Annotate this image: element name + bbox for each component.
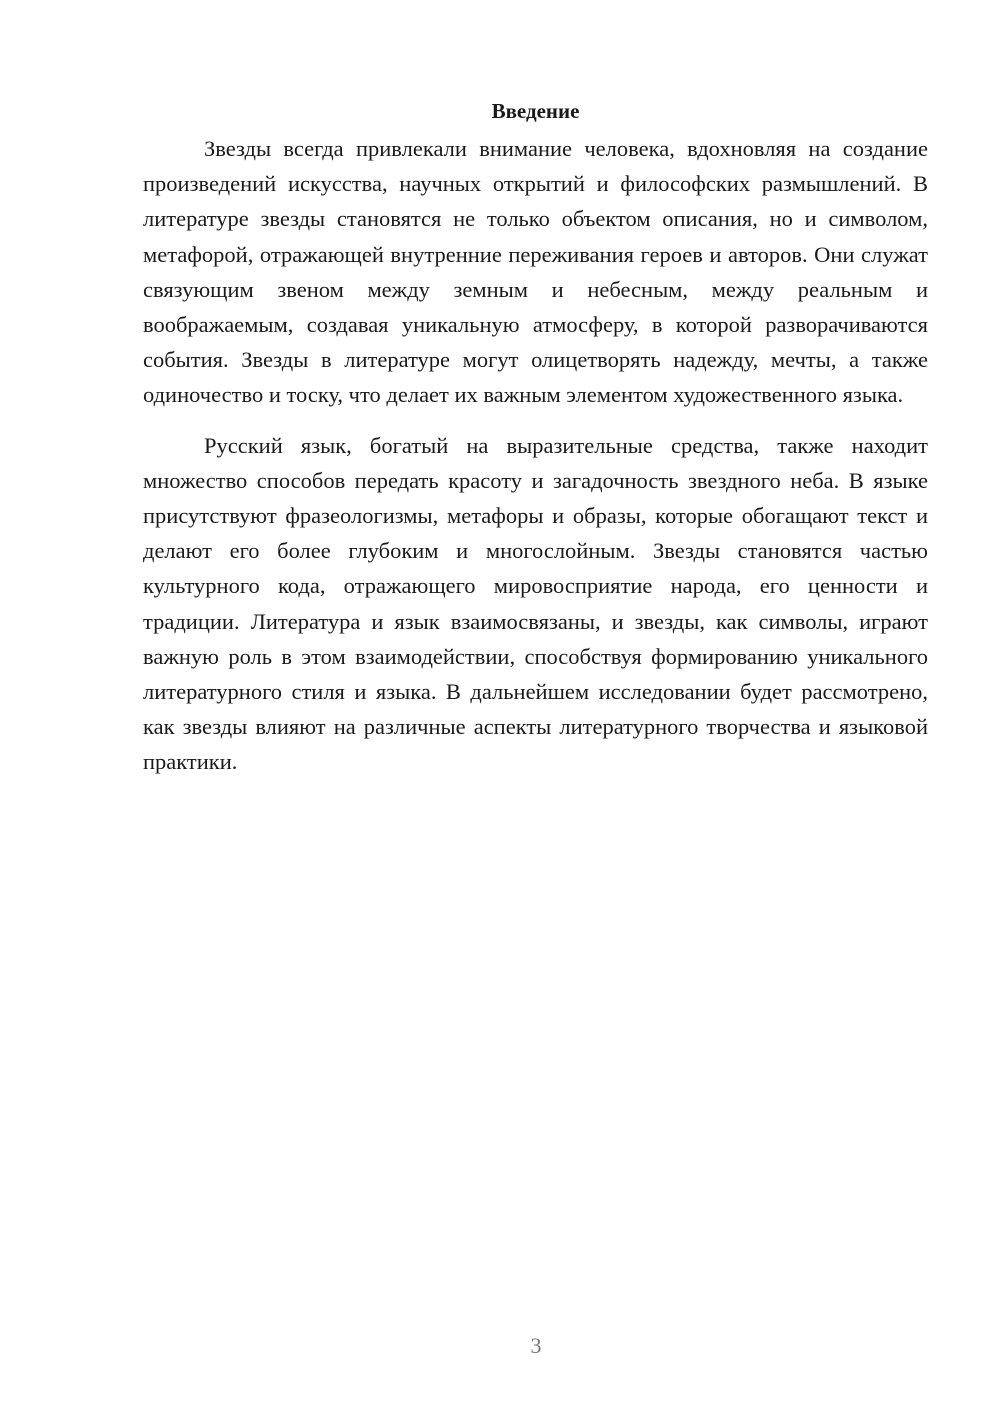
section-heading: Введение [491,99,580,123]
paragraph-2: Русский язык, богатый на выразительные средства, также находит множество способов передать красоту и загадочность звездного неба. В языке присутствуют фразеологизмы, метафоры и образы, которые обогащают текст и делают его более глубоким и многослойным. Звезды становятся частью культурного кода, отражающего мировосприятие народа, его ценности и традиции. Литература и язык взаимосвязаны, и звезды, как символы, играют важную роль в этом взаимодействии, способствуя формированию уникального литературного стиля и языка. В дальнейшем исследовании будет рассмотрено, как звезды влияют на различные аспекты литературного творчества и языковой практики. [143,432,928,775]
page-number: 3 [530,1333,542,1358]
page-content [143,96,928,780]
paragraph-1: Звезды всегда привлекали внимание человека, вдохновляя на создание произведений искусства, научных открытий и философских размышлений. В литературе звезды становятся не только объектом описания, но и символом, метафорой, отражающей внутренние переживания героев и авторов. Они служат связующим звеном между земным и небесным, между реальным и воображаемым, создавая уникальную атмосферу, в которой разворачиваются события. Звезды в литературе могут олицетворять надежду, мечты, а также одиночество и тоску, что делает их важным элементом художественного языка. [143,136,928,408]
